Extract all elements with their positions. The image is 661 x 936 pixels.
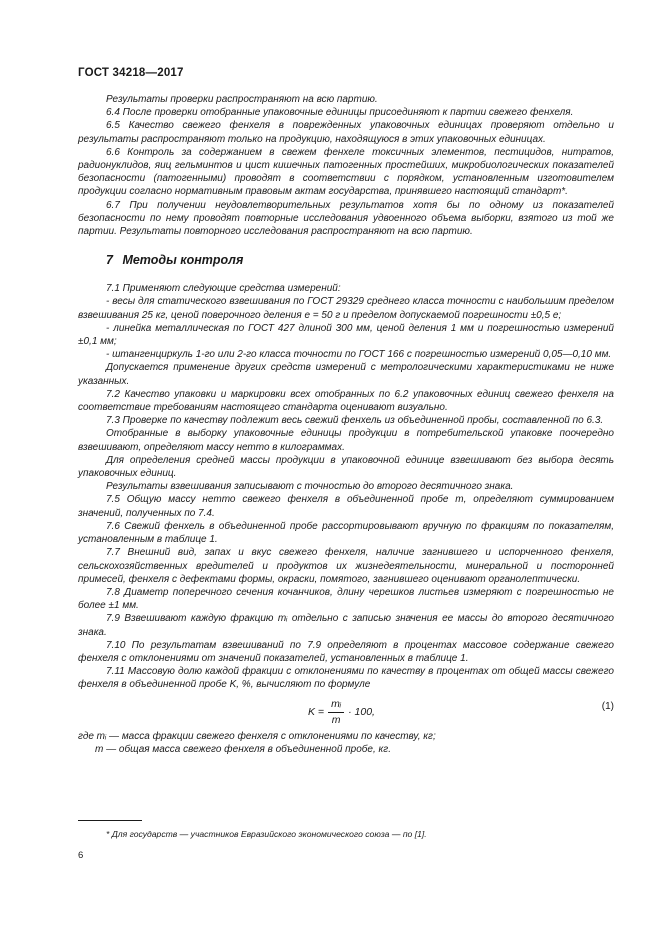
paragraph-7-1: 7.1 Применяют следующие средства измерений: bbox=[106, 283, 341, 295]
paragraph-7-8: 7.8 Диаметр поперечного сечения кочанчиков, длину черешков листьев измеряют с погрешностью не более ±1 мм. bbox=[78, 586, 614, 612]
section-number: 7 bbox=[106, 253, 113, 268]
where-line: m — общая масса свежего фенхеля в объединенной пробе, кг. bbox=[95, 743, 391, 755]
paragraph-7-6: 7.6 Свежий фенхель в объединенной пробе рассортировывают вручную по фракциям по показателям, установленным в таблице 1. bbox=[78, 520, 614, 546]
paragraph-7-5: 7.5 Общую массу нетто свежего фенхеля в объединенной пробе m, определяют суммированием значений, полученных по 7.4. bbox=[78, 494, 614, 519]
formula-row bbox=[78, 696, 614, 730]
page-header: ГОСТ 34218—2017 bbox=[78, 67, 184, 79]
footnote-rule bbox=[78, 820, 142, 821]
document-body bbox=[78, 93, 614, 756]
paragraph: Отобранные в выборку упаковочные единицы продукции в потребительской упаковке поочередно взвешивают, определяют массу нетто в килограммах. bbox=[78, 428, 614, 453]
list-item-ruler: - линейка металлическая по ГОСТ 427 длиной 300 мм, ценой деления 1 мм и погрешностью измерений ±0,1 мм; bbox=[78, 322, 614, 348]
list-item-caliper: - штангенциркуль 1-го или 2-го класса точности по ГОСТ 166 с погрешностью измерений 0,05—0,10 мм. bbox=[106, 349, 612, 361]
paragraph: Результаты проверки распространяют на всю партию. bbox=[106, 94, 378, 105]
list-item-scales: - весы для статического взвешивания по ГОСТ 29329 среднего класса точности с наибольшим пределом взвешивания 25 кг, ценой поверочного деления e = 50 г и пределом допускаемой погрешности ±0,5 e; bbox=[78, 296, 614, 321]
paragraph-7-11: 7.11 Массовую долю каждой фракции с отклонениями по качеству в процентах от общей массы свежего фенхеля в объединенной пробе K, %, вычисляют по формуле bbox=[78, 666, 614, 691]
paragraph-7-2: 7.2 Качество упаковки и маркировки всех отобранных по 6.2 упаковочных единиц свежего фенхеля на соответствие требованиям настоящего стандарта оценивают визуально. bbox=[78, 388, 614, 414]
section-title: Методы контроля bbox=[122, 253, 244, 268]
paragraph-7-10: 7.10 По результатам взвешиваний по 7.9 определяют в процентах массовое содержание свежего фенхеля с отклонениями от значений показателей, установленных в таблице 1. bbox=[78, 639, 614, 664]
page-number: 6 bbox=[78, 850, 84, 861]
formula bbox=[308, 698, 375, 727]
where-line: где mᵢ — масса фракции свежего фенхеля с отклонениями по качеству, кг; bbox=[78, 730, 436, 742]
paragraph-7-3: 7.3 Проверке по качеству подлежит весь свежий фенхель из объединенной пробы, составленной по 6.3. bbox=[106, 415, 604, 427]
paragraph-7-7: 7.7 Внешний вид, запах и вкус свежего фенхеля, наличие загнившего и испорченного фенхеля, сельскохозяйственных вредителей и продуктов их жизнедеятельности, минеральной и посторонней примесей, фенхеля с дефектами формы, окраски, помятого, загнившего оценивают органолептически. bbox=[78, 547, 614, 585]
formula-rhs: · 100, bbox=[348, 705, 375, 718]
paragraph-6-4: 6.4 После проверки отобранные упаковочные единицы присоединяют к партии свежего фенхеля. bbox=[106, 107, 574, 119]
paragraph: Допускается применение других средств измерений с метрологическими характеристиками не ниже указанных. bbox=[78, 362, 614, 387]
paragraph-6-5: 6.5 Качество свежего фенхеля в поврежденных упаковочных единицах проверяют отдельно и результаты распространяют только на продукцию, находящуюся в этих упаковочных единицах. bbox=[78, 120, 614, 145]
paragraph: Результаты взвешивания записывают с точностью до второго десятичного знака. bbox=[106, 481, 514, 493]
formula-denominator: m bbox=[331, 713, 341, 726]
section-heading bbox=[106, 252, 614, 268]
formula-fraction bbox=[328, 698, 344, 727]
paragraph-6-7: 6.7 При получении неудовлетворительных результатов хотя бы по одному из показателей безопасности по нему проводят повторные исследования удвоенного объема выборки, взятого из той же партии. Результаты повторного исследования распространяют на всю партию. bbox=[78, 199, 614, 238]
paragraph: Для определения средней массы продукции в упаковочной единице взвешивают без выбора десять упаковочных единиц. bbox=[78, 454, 614, 480]
formula-lhs: K = bbox=[308, 705, 325, 718]
footnote: * Для государств — участников Евразийского экономического союза — по [1]. bbox=[106, 829, 427, 839]
formula-numerator: mᵢ bbox=[328, 698, 344, 713]
paragraph-7-9: 7.9 Взвешивают каждую фракцию mᵢ отдельно с записью значения ее массы до второго десятичного знака. bbox=[78, 613, 614, 638]
paragraph-6-6: 6.6 Контроль за содержанием в свежем фенхеле токсичных элементов, пестицидов, нитратов, радионуклидов, яиц гельминтов и цист кишечных патогенных простейших, микробиологических показателей безопасности (патогенными) проводят в соответствии с порядком, установленным изготовителем продукции согласно нормативным правовым актам государства, принявшего настоящий стандарт*. bbox=[78, 146, 614, 198]
equation-number: (1) bbox=[601, 700, 614, 712]
